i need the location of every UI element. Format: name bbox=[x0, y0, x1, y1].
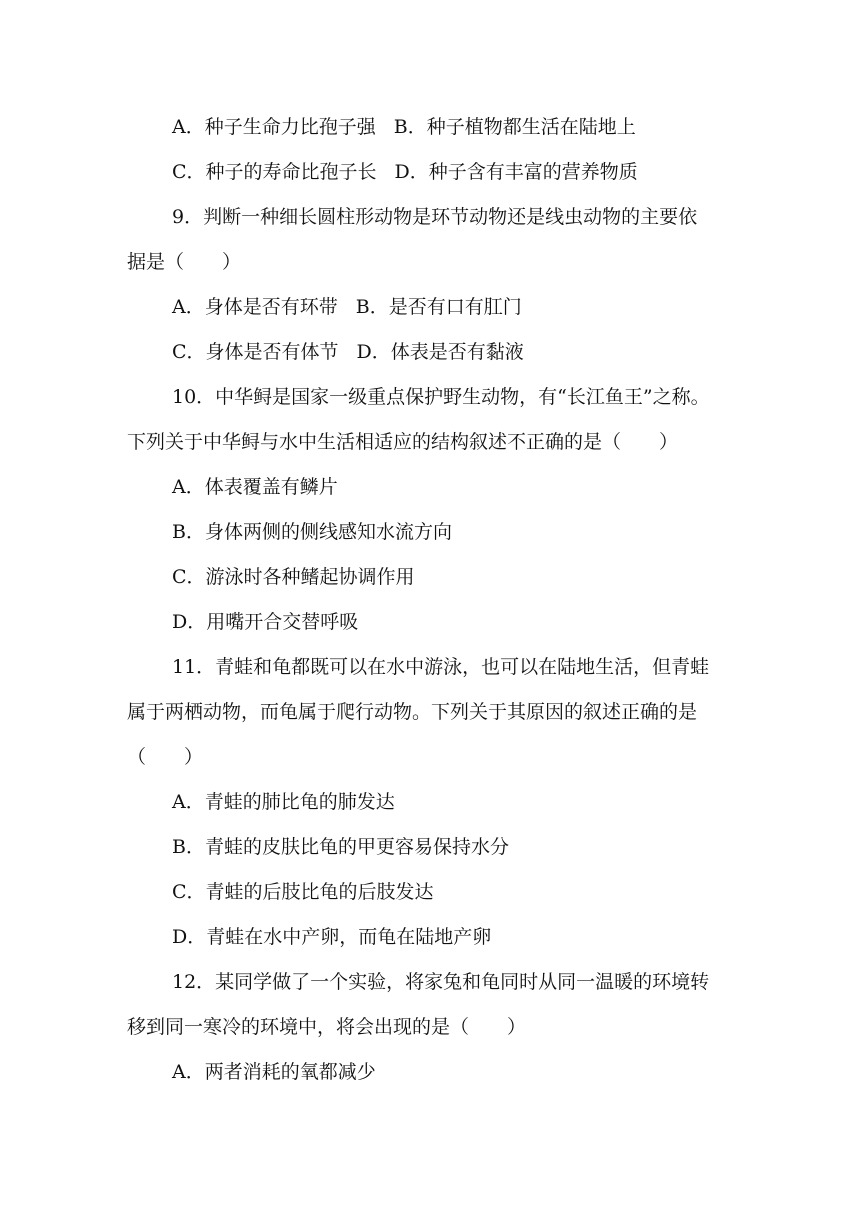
q11-option-b: B．青蛙的皮肤比龟的甲更容易保持水分 bbox=[172, 836, 509, 858]
q9-stem-line1: 9．判断一种细长圆柱形动物是环节动物还是线虫动物的主要依 bbox=[172, 206, 698, 228]
q8-option-a: A．种子生命力比孢子强 bbox=[172, 116, 376, 138]
q11-stem-line3: （ ） bbox=[127, 746, 204, 768]
q12-stem-line1: 12．某同学做了一个实验，将家兔和龟同时从同一温暖的环境转 bbox=[172, 971, 710, 993]
q11-stem-line2: 属于两栖动物，而龟属于爬行动物。下列关于其原因的叙述正确的是 bbox=[127, 701, 698, 723]
q11-option-c: C．青蛙的后肢比龟的后肢发达 bbox=[172, 881, 434, 903]
q10-stem-line2: 下列关于中华鲟与水中生活相适应的结构叙述不正确的是（ ） bbox=[127, 431, 679, 453]
q9-options-ab bbox=[0, 293, 860, 321]
q10-option-a: A．体表覆盖有鳞片 bbox=[172, 476, 338, 498]
q10-option-b: B．身体两侧的侧线感知水流方向 bbox=[172, 521, 452, 543]
q11-option-d: D．青蛙在水中产卵，而龟在陆地产卵 bbox=[172, 926, 492, 948]
q8-options-cd bbox=[0, 158, 860, 186]
q9-options-cd bbox=[0, 338, 860, 366]
q9-option-a: A．身体是否有环带 bbox=[172, 296, 338, 318]
q12-stem-line2: 移到同一寒冷的环境中，将会出现的是（ ） bbox=[127, 1016, 527, 1038]
q9-option-c: C．身体是否有体节 bbox=[172, 341, 339, 363]
q10-option-d: D．用嘴开合交替呼吸 bbox=[172, 611, 359, 633]
q11-option-a: A．青蛙的肺比龟的肺发达 bbox=[172, 791, 395, 813]
q9-option-d: D．体表是否有黏液 bbox=[356, 341, 524, 363]
q8-options-ab bbox=[0, 113, 860, 141]
q10-option-c: C．游泳时各种鳍起协调作用 bbox=[172, 566, 415, 588]
q8-option-c: C．种子的寿命比孢子长 bbox=[172, 161, 377, 183]
q8-option-b: B．种子植物都生活在陆地上 bbox=[393, 116, 636, 138]
q10-stem-line1: 10．中华鲟是国家一级重点保护野生动物，有“长江鱼王”之称。 bbox=[172, 386, 710, 408]
q8-option-d: D．种子含有丰富的营养物质 bbox=[394, 161, 638, 183]
q11-stem-line1: 11．青蛙和龟都既可以在水中游泳，也可以在陆地生活，但青蛙 bbox=[172, 656, 710, 678]
q12-option-a: A．两者消耗的氧都减少 bbox=[172, 1061, 376, 1083]
q9-stem-line2: 据是（ ） bbox=[127, 251, 242, 273]
q9-option-b: B．是否有口有肛门 bbox=[355, 296, 522, 318]
